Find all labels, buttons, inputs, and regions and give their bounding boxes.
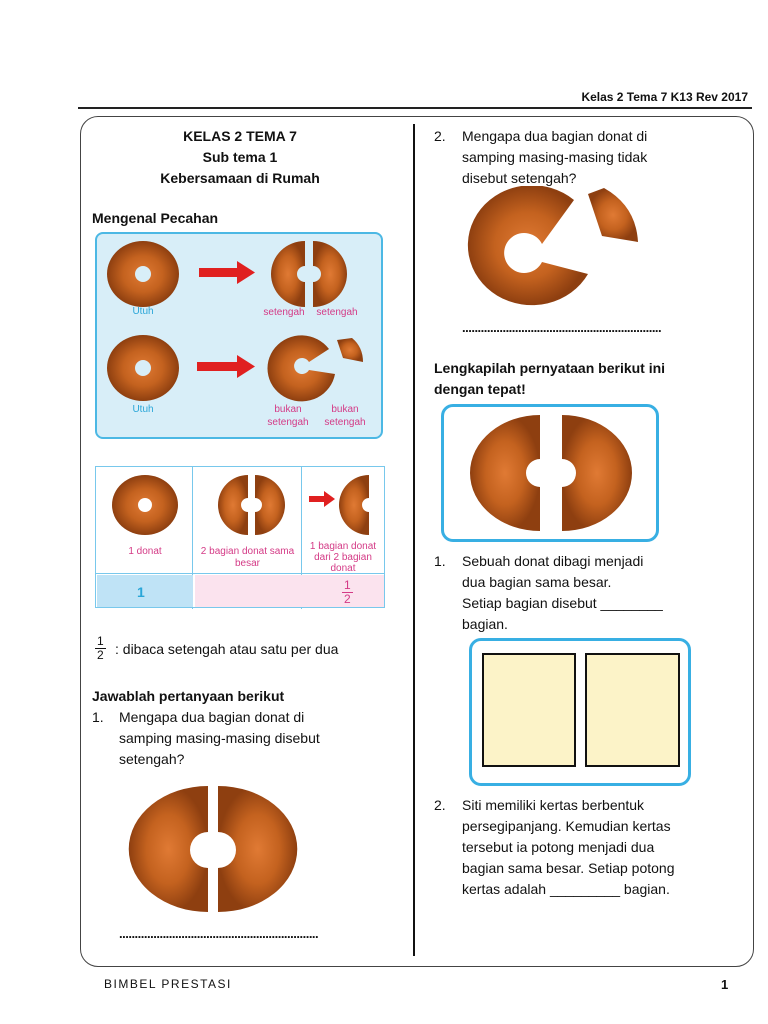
box-half-right-icon	[562, 415, 632, 531]
section-heading-complete-a: Lengkapilah pernyataan berikut ini	[434, 360, 666, 376]
label-half-2: setengah	[316, 307, 358, 318]
box-half-left-icon	[470, 415, 540, 531]
table-arrow-icon	[309, 491, 335, 507]
q2-answer-line[interactable]: ................................................................	[462, 320, 662, 335]
label-half-1: setengah	[263, 307, 305, 318]
q1-half-right-icon	[218, 786, 297, 912]
section-heading-complete-b: dengan tepat!	[434, 381, 526, 397]
fraction-note-text: : dibaca setengah atau satu per dua	[115, 641, 339, 657]
label-not-half-2a: bukan	[331, 404, 359, 415]
s1-line-4: bagian.	[462, 616, 508, 632]
label-whole-2: Utuh	[132, 404, 154, 415]
q2-line-2: samping masing-masing tidak	[462, 149, 648, 165]
page-number: 1	[721, 977, 729, 992]
table-whole-donut-icon	[112, 475, 178, 535]
table-label-3c: donat	[330, 563, 356, 574]
table-single-half-icon	[339, 475, 369, 535]
label-not-half-2b: setengah	[324, 417, 366, 428]
s1-line-1: Sebuah donat dibagi menjadi	[462, 553, 644, 569]
table-half-left-icon	[218, 475, 248, 535]
table-fraction-half: $\frac{1}{2}$	[344, 578, 351, 606]
q2-line-3: disebut setengah?	[462, 170, 577, 186]
table-label-2a: 2 bagian donat sama	[200, 546, 295, 557]
q1-answer-line[interactable]: ................................................................	[119, 926, 319, 941]
arrow-icon	[199, 261, 255, 284]
fraction-half-symbol: $\frac{1}{2}$	[97, 634, 104, 662]
table-value-one: 1	[137, 584, 145, 600]
table-label-2b: besar	[234, 558, 260, 569]
table-fraction-cell	[195, 575, 384, 607]
label-not-half-1b: setengah	[267, 417, 309, 428]
whole-donut-icon	[107, 241, 179, 307]
q1-line-1: Mengapa dua bagian donat di	[119, 709, 305, 725]
large-piece-icon	[267, 335, 335, 401]
s1-line-2: dua bagian sama besar.	[462, 574, 612, 590]
paper-half-left	[482, 653, 576, 767]
q2-line-1: Mengapa dua bagian donat di	[462, 128, 648, 144]
s1-number: 1.	[434, 553, 446, 569]
whole-donut-2-icon	[107, 335, 179, 401]
q2-donut-pieces	[464, 186, 644, 316]
footer-brand: BIMBEL PRESTASI	[104, 977, 232, 991]
label-whole: Utuh	[132, 306, 154, 317]
s2-line-5: kertas adalah _________ bagian.	[462, 881, 670, 897]
page-header: Kelas 2 Tema 7 K13 Rev 2017	[581, 90, 748, 104]
section-heading-fractions: Mengenal Pecahan	[92, 210, 219, 226]
q1-number: 1.	[92, 709, 104, 725]
s2-line-3: tersebut ia potong menjadi dua	[462, 839, 655, 855]
q1-line-3: setengah?	[119, 751, 185, 767]
q1-donut-halves	[128, 784, 298, 914]
header-rule	[78, 107, 752, 109]
subtheme-label: Sub tema 1	[202, 149, 278, 165]
section-heading-questions: Jawablah pertanyaan berikut	[92, 688, 285, 704]
donut-box	[441, 404, 659, 542]
table-value-cell	[97, 575, 193, 607]
s2-line-4: bagian sama besar. Setiap potong	[462, 860, 675, 876]
s1-line-3: Setiap bagian disebut ________	[462, 595, 663, 611]
q1-half-left-icon	[129, 786, 208, 912]
label-not-half-1a: bukan	[274, 404, 302, 415]
table-label-3b: dari 2 bagian	[314, 552, 372, 563]
small-piece-icon	[337, 338, 363, 362]
half-donut-left-icon	[271, 241, 305, 307]
subtheme-title: Kebersamaan di Rumah	[160, 170, 320, 186]
table-label-3a: 1 bagian donat	[309, 541, 377, 552]
table-label-1: 1 donat	[128, 546, 162, 557]
table-half-right-icon	[255, 475, 285, 535]
paper-half-right	[585, 653, 680, 767]
worksheet-title: KELAS 2 TEMA 7	[183, 128, 297, 144]
half-donut-right-icon	[313, 241, 347, 307]
s2-line-2: persegipanjang. Kemudian kertas	[462, 818, 671, 834]
table-donuts	[97, 468, 385, 538]
box-donut-halves	[444, 407, 656, 539]
q2-number: 2.	[434, 128, 446, 144]
s2-number: 2.	[434, 797, 446, 813]
column-divider	[413, 124, 415, 956]
q2-small-piece-icon	[588, 188, 638, 242]
s2-line-1: Siti memiliki kertas berbentuk	[462, 797, 645, 813]
arrow-2-icon	[197, 355, 255, 378]
q2-large-piece-icon	[468, 186, 588, 305]
q1-line-2: samping masing-masing disebut	[119, 730, 320, 746]
